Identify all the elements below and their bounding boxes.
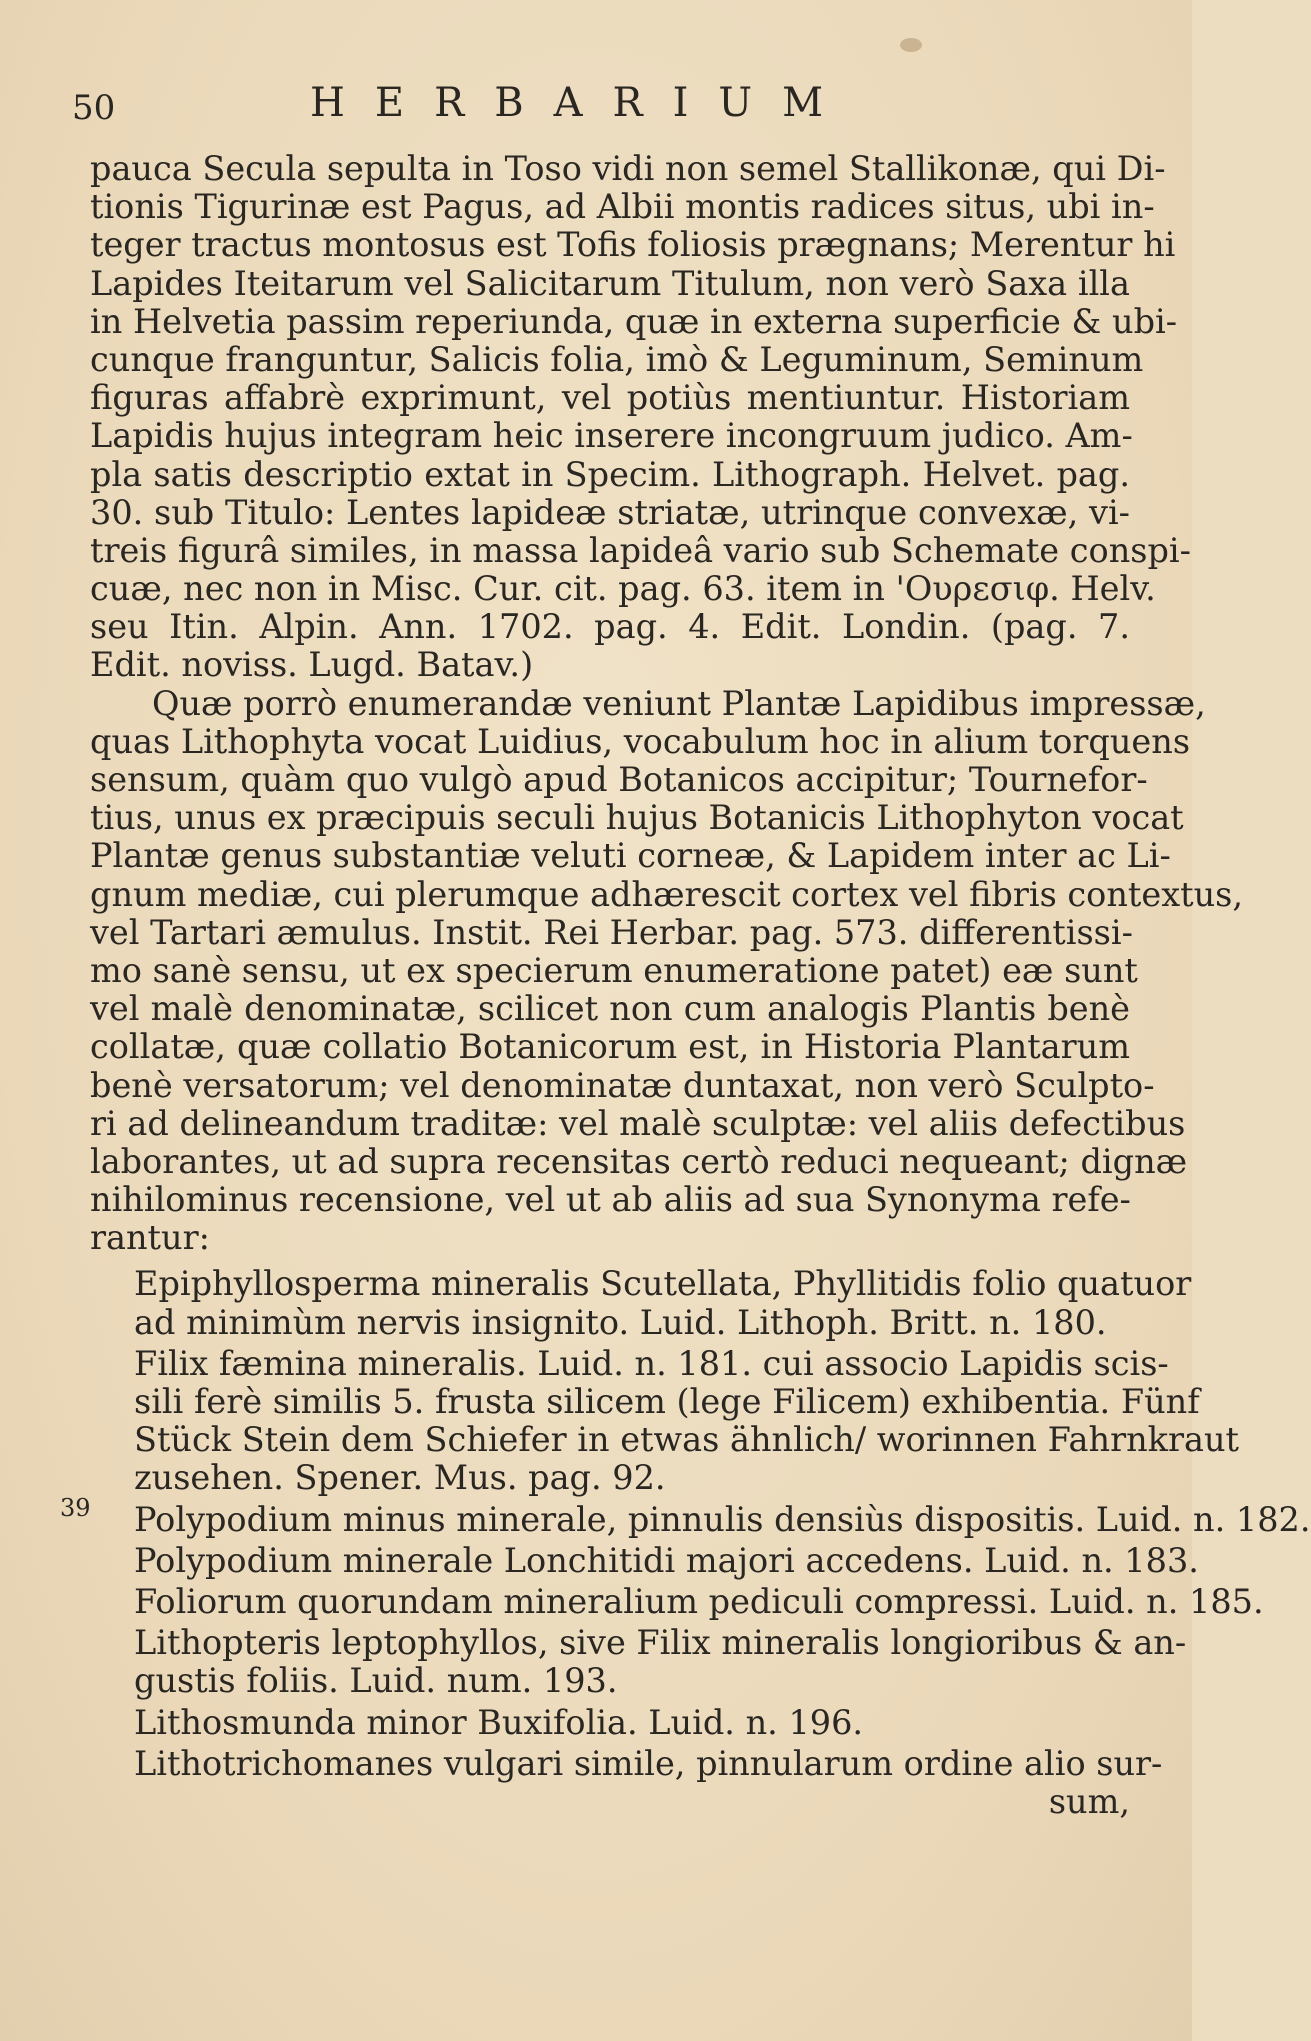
- paragraph-2: [90, 683, 1243, 1258]
- text-line: 30. sub Titulo: Lentes lapideæ striatæ, utrinque convexæ, vi-: [90, 492, 1130, 532]
- list-item: [90, 1343, 1240, 1498]
- plant-list: [90, 1264, 1311, 1821]
- page-number: 50: [72, 88, 116, 128]
- list-item: [90, 1623, 1187, 1701]
- entry-line: Lithopteris leptophyllos, sive Filix mineralis longioribus & an-: [134, 1623, 1187, 1663]
- list-item: [90, 1540, 1199, 1580]
- entry-line: sili ferè similis 5. frusta silicem (lege Filicem) exhibentia. Fünf: [134, 1382, 1200, 1421]
- text-line: ri ad delineandum traditæ: vel malè sculptæ: vel aliis defectibus: [90, 1103, 1186, 1143]
- running-title: HERBARIUM: [310, 80, 854, 126]
- entry-line: Stück Stein dem Schiefer in etwas ähnlich/ worinnen Fahrnkraut: [134, 1420, 1240, 1460]
- text-line: figuras affabrè exprimunt, vel potiùs mentiuntur. Historiam: [90, 378, 1130, 418]
- text-line: treis figurâ similes, in massa lapideâ vario sub Schemate conspi-: [90, 530, 1191, 570]
- page-header: [72, 80, 1132, 130]
- text-line: Edit. noviss. Lugd. Batav.): [90, 645, 534, 685]
- list-item: [90, 1499, 1311, 1539]
- list-item: [90, 1264, 1192, 1342]
- text-line: Quæ porrò enumerandæ veniunt Plantæ Lapidibus impressæ,: [152, 683, 1206, 723]
- text-line: in Helvetia passim reperiunda, quæ in externa superficie & ubi-: [90, 301, 1178, 341]
- text-line: mo sanè sensu, ut ex specierum enumeratione patet) eæ sunt: [90, 950, 1138, 990]
- entry-line: Polypodium minerale Lonchitidi majori accedens. Luid. n. 183.: [134, 1540, 1199, 1580]
- text-line: Lapidis hujus integram heic inserere incongruum judico. Am-: [90, 416, 1133, 456]
- text-line: collatæ, quæ collatio Botanicorum est, in Historia Plantarum: [90, 1027, 1130, 1067]
- entry-line: sum,: [1048, 1781, 1130, 1821]
- ink-stain: [900, 38, 922, 52]
- entry-line: ad minimùm nervis insignito. Luid. Lithoph. Britt. n. 180.: [134, 1302, 1107, 1342]
- text-line: tius, unus ex præcipuis seculi hujus Botanicis Lithophyton vocat: [90, 798, 1184, 838]
- margin-note: 39: [60, 1494, 91, 1522]
- text-line: quas Lithophyta vocat Luidius, vocabulum hoc in alium torquens: [90, 721, 1191, 761]
- entry-line: Foliorum quorundam mineralium pediculi compressi. Luid. n. 185.: [134, 1581, 1264, 1621]
- entry-line: Filix fæmina mineralis. Luid. n. 181. cui associo Lapidis scis-: [134, 1343, 1169, 1383]
- list-item: [90, 1743, 1163, 1821]
- text-line: laborantes, ut ad supra recensitas certò reduci nequeant; dignæ: [90, 1141, 1188, 1181]
- text-line: rantur:: [90, 1218, 210, 1258]
- text-line: nihilominus recensione, vel ut ab aliis ad sua Synonyma refe-: [90, 1180, 1131, 1220]
- entry-line: gustis foliis. Luid. num. 193.: [134, 1661, 618, 1701]
- text-line: Lapides Iteitarum vel Salicitarum Titulum, non verò Saxa illa: [90, 263, 1130, 303]
- list-item: [90, 1581, 1264, 1621]
- text-line: benè versatorum; vel denominatæ duntaxat, non verò Sculpto-: [90, 1065, 1155, 1105]
- text-line: seu Itin. Alpin. Ann. 1702. pag. 4. Edit. Londin. (pag. 7.: [90, 607, 1130, 647]
- entry-line: Epiphyllosperma mineralis Scutellata, Phyllitidis folio quatuor: [134, 1264, 1192, 1304]
- text-line: teger tractus montosus est Tofis foliosis prægnans; Merentur hi: [90, 225, 1176, 265]
- text-line: cunque franguntur, Salicis folia, imò & Leguminum, Seminum: [90, 339, 1144, 379]
- page-body: [90, 149, 1311, 1824]
- text-line: sensum, quàm quo vulgò apud Botanicos accipitur; Tournefor-: [90, 760, 1148, 799]
- text-line: Plantæ genus substantiæ veluti corneæ, & Lapidem inter ac Li-: [90, 836, 1171, 876]
- entry-line: zusehen. Spener. Mus. pag. 92.: [134, 1458, 666, 1498]
- text-line: cuæ, nec non in Misc. Cur. cit. pag. 63. item in 'Ουρεσιφ. Helv.: [90, 569, 1156, 609]
- text-line: vel malè denominatæ, scilicet non cum analogis Plantis benè: [90, 989, 1130, 1029]
- paragraph-1: [90, 149, 1191, 685]
- text-line: pla satis descriptio extat in Specim. Lithograph. Helvet. pag.: [90, 454, 1130, 494]
- text-line: pauca Secula sepulta in Toso vidi non semel Stallikonæ, qui Di-: [90, 149, 1166, 188]
- entry-line: Lithosmunda minor Buxifolia. Luid. n. 196.: [134, 1702, 864, 1742]
- text-line: vel Tartari æmulus. Instit. Rei Herbar. pag. 573. differentissi-: [90, 912, 1133, 952]
- list-item: [90, 1704, 1130, 1742]
- entry-line: Polypodium minus minerale, pinnulis densiùs dispositis. Luid. n. 182.: [134, 1499, 1311, 1539]
- entry-line: Lithotrichomanes vulgari simile, pinnularum ordine alio sur-: [134, 1743, 1163, 1783]
- text-line: tionis Tigurinæ est Pagus, ad Albii montis radices situs, ubi in-: [90, 187, 1155, 227]
- text-line: gnum mediæ, cui plerumque adhærescit cortex vel fibris contextus,: [90, 874, 1243, 914]
